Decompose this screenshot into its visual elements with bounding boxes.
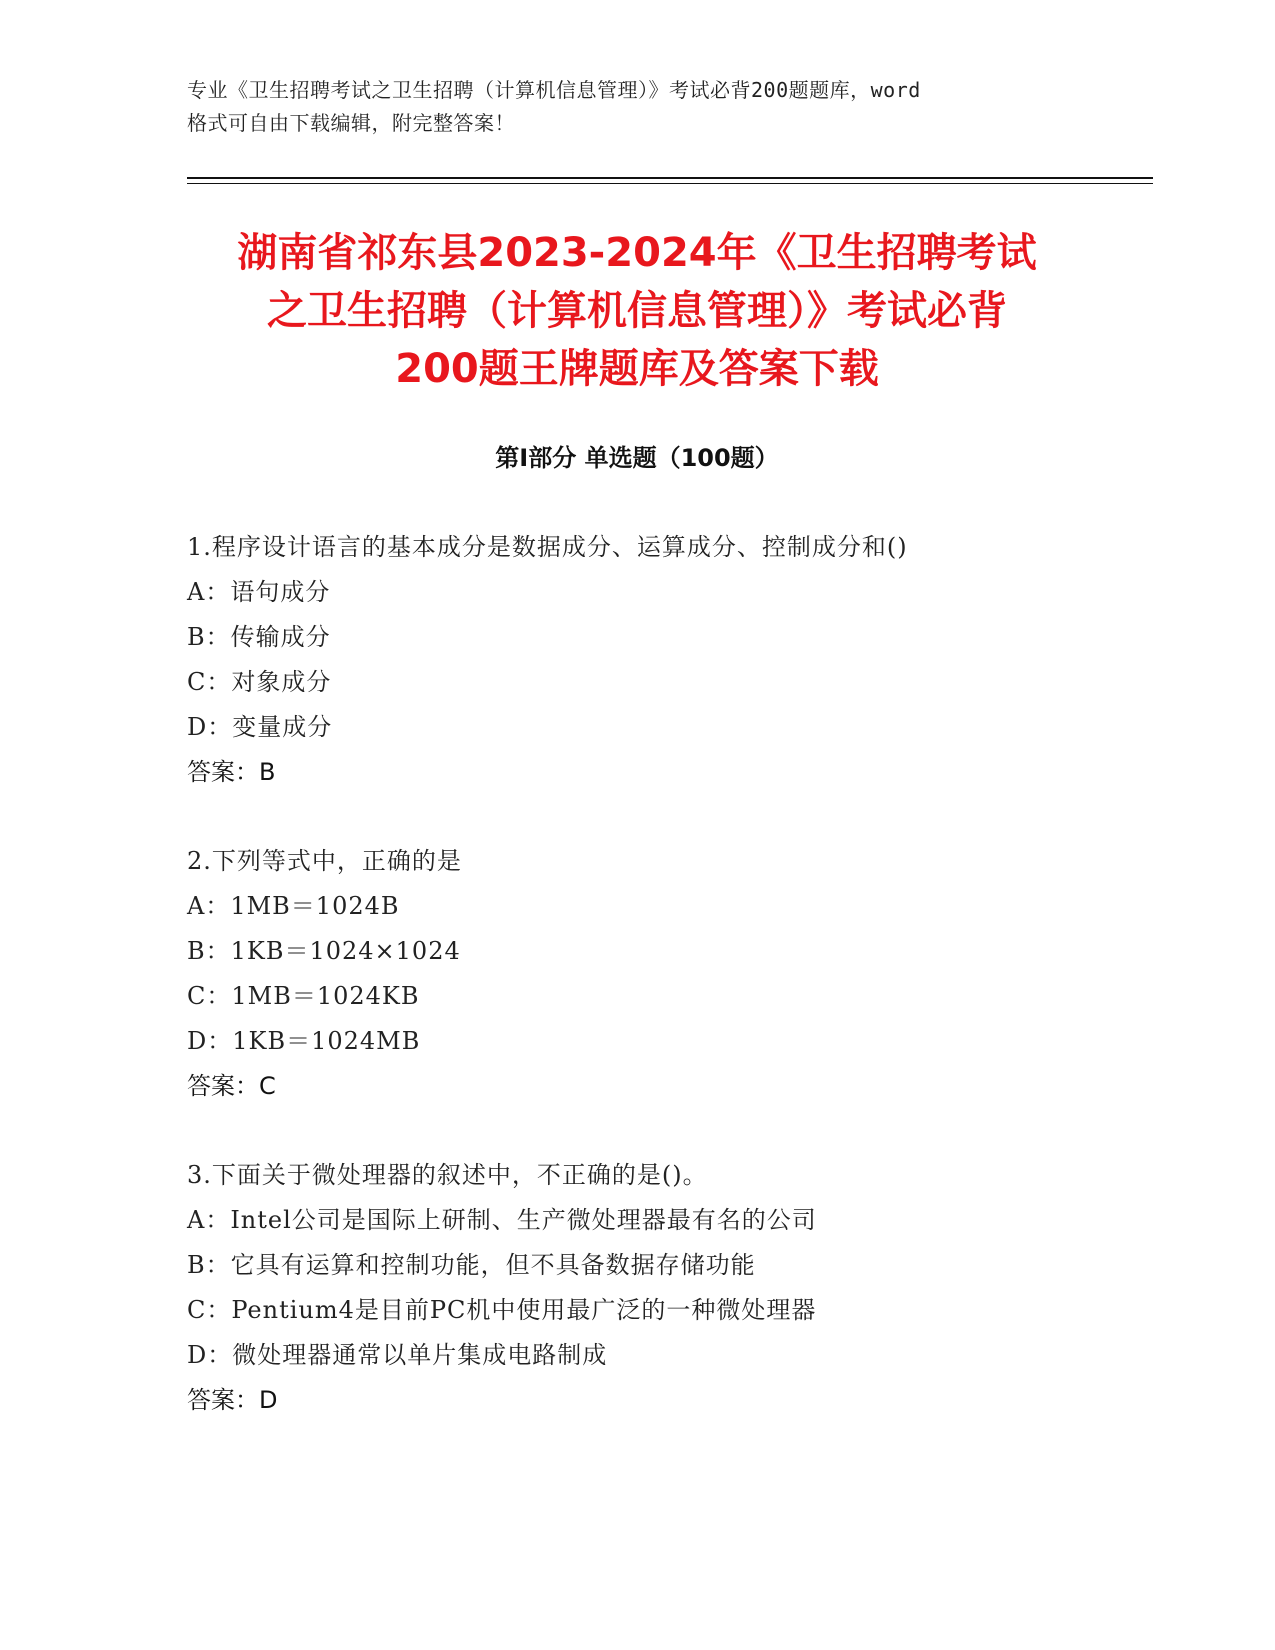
- answer: 答案：D: [187, 1386, 278, 1414]
- option-b: B：传输成分: [187, 623, 331, 651]
- section-heading: 第Ⅰ部分 单选题（100题）: [495, 444, 779, 472]
- option-a: A：Intel公司是国际上研制、生产微处理器最有名的公司: [187, 1206, 817, 1234]
- question-list: [187, 525, 1137, 1467]
- document-title-line-2: 之卫生招聘（计算机信息管理）》考试必背: [267, 288, 1007, 334]
- document-title: [187, 224, 1087, 398]
- question-3: [187, 1153, 1137, 1423]
- answer: 答案：C: [187, 1072, 276, 1100]
- header-note-line-2: 格式可自由下载编辑，附完整答案！: [187, 111, 515, 135]
- option-c: C：1MB＝1024KB: [187, 982, 420, 1010]
- question-2: [187, 839, 1137, 1109]
- header-note: [187, 74, 1087, 140]
- option-a: A：语句成分: [187, 578, 331, 606]
- question-stem: 2.下列等式中，正确的是: [187, 847, 462, 875]
- option-d: D：1KB＝1024MB: [187, 1027, 421, 1055]
- answer: 答案：B: [187, 758, 276, 786]
- option-b: B：1KB＝1024×1024: [187, 937, 461, 965]
- header-divider-thick: [187, 177, 1153, 179]
- option-d: D：变量成分: [187, 713, 333, 741]
- header-note-line-1: 专业《卫生招聘考试之卫生招聘（计算机信息管理）》考试必背200题题库，word: [187, 78, 921, 102]
- document-title-line-3: 200题王牌题库及答案下载: [395, 346, 879, 392]
- question-stem: 1.程序设计语言的基本成分是数据成分、运算成分、控制成分和(): [187, 533, 908, 561]
- option-c: C：Pentium4是目前PC机中使用最广泛的一种微处理器: [187, 1296, 817, 1324]
- question-1: [187, 525, 1137, 795]
- option-c: C：对象成分: [187, 668, 332, 696]
- option-d: D：微处理器通常以单片集成电路制成: [187, 1341, 608, 1369]
- question-stem: 3.下面关于微处理器的叙述中，不正确的是()。: [187, 1161, 708, 1189]
- header-divider-thin: [187, 183, 1153, 184]
- option-a: A：1MB＝1024B: [187, 892, 400, 920]
- document-title-line-1: 湖南省祁东县2023-2024年《卫生招聘考试: [237, 230, 1037, 276]
- option-b: B：它具有运算和控制功能，但不具备数据存储功能: [187, 1251, 756, 1279]
